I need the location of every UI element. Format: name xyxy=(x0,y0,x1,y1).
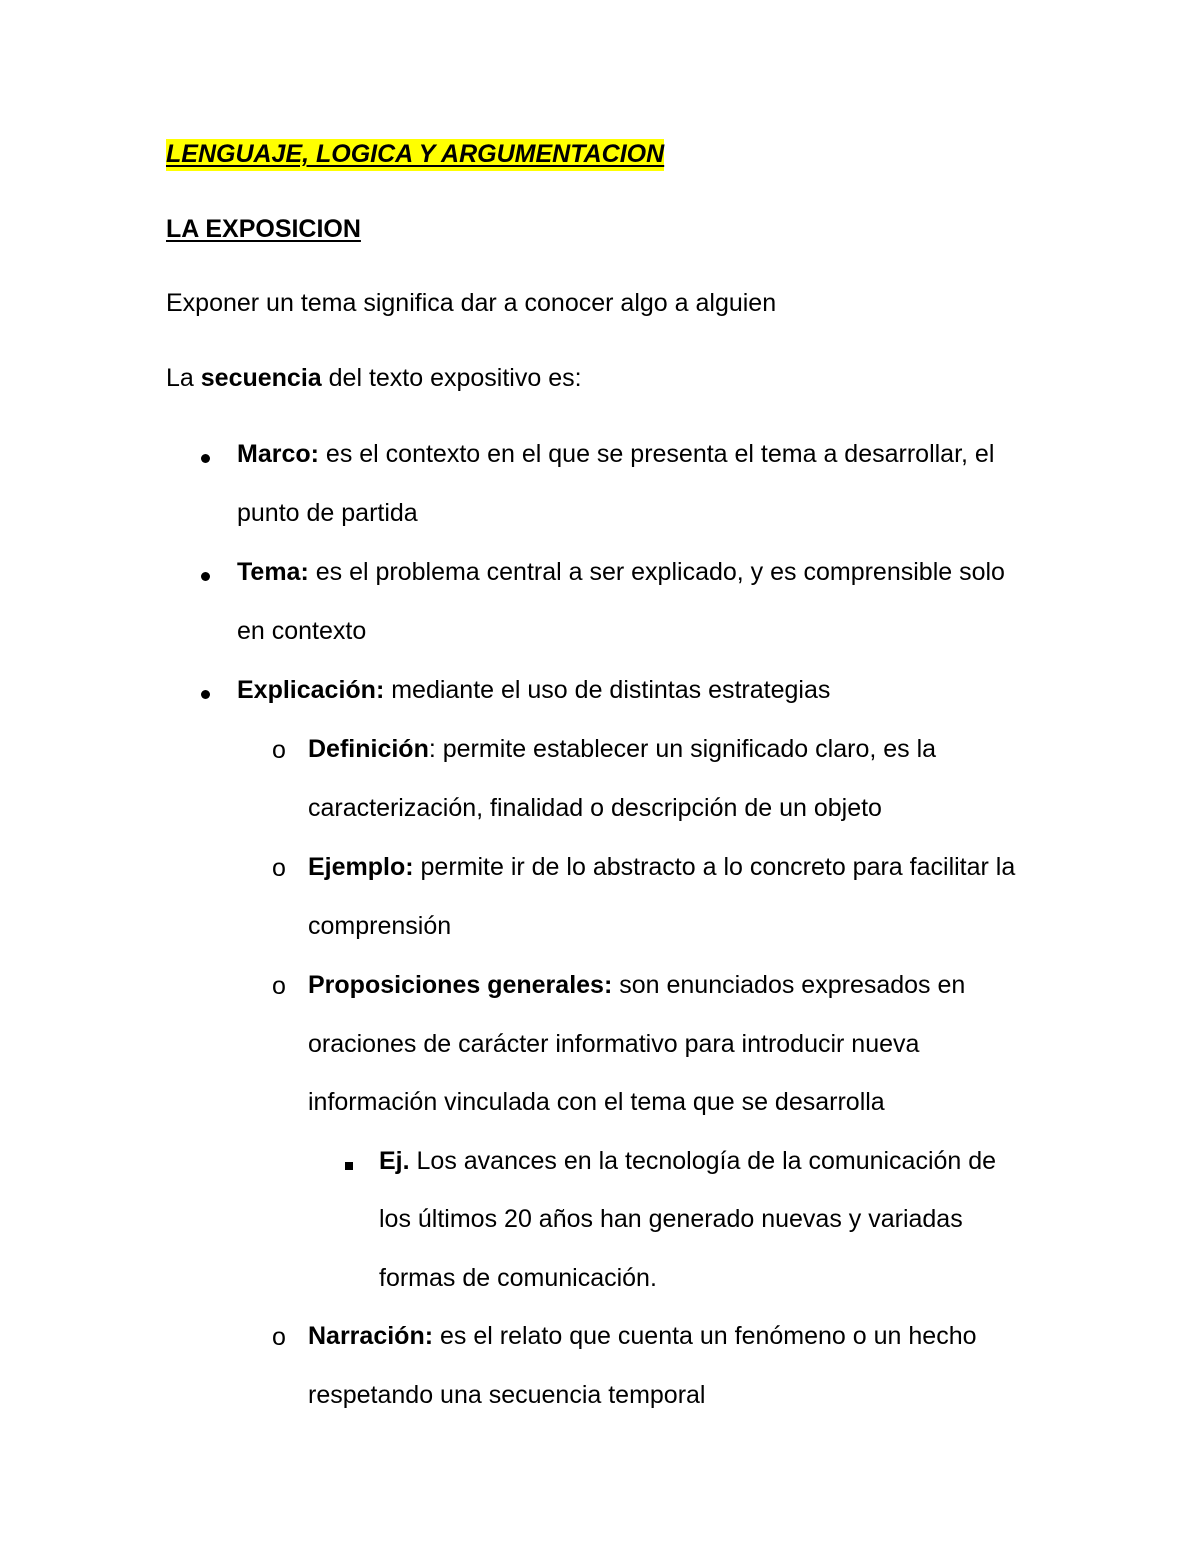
title-highlight: LENGUAJE, LOGICA Y ARGUMENTACION xyxy=(166,139,664,171)
sub-item-text: permite ir de lo abstracto a lo concreto para facilitar la xyxy=(413,853,1016,881)
sequence-pre: La xyxy=(166,364,201,392)
list-item-text: mediante el uso de distintas estrategias xyxy=(384,676,831,704)
sub-item-definicion-line1 xyxy=(308,734,936,764)
list-item-marco-line2: punto de partida xyxy=(237,499,418,527)
list-item-text: es el problema central a ser explicado, y es comprensible solo xyxy=(308,558,1005,586)
example-line3: formas de comunicación. xyxy=(379,1264,657,1292)
list-item-term: Tema: xyxy=(237,558,309,586)
sub-item-narracion-line1 xyxy=(308,1321,977,1351)
sub-item-narracion-line2: respetando una secuencia temporal xyxy=(308,1381,706,1409)
sub-item-proposiciones-line2: oraciones de carácter informativo para introducir nueva xyxy=(308,1030,920,1058)
list-item-term: Marco: xyxy=(237,440,319,468)
list-item-tema-line1 xyxy=(237,557,1005,587)
example-line1 xyxy=(379,1146,996,1176)
bullet-square-icon xyxy=(345,1147,353,1177)
example-term: Ej. xyxy=(379,1147,410,1175)
example-text: Los avances en la tecnología de la comunicación de xyxy=(409,1147,997,1175)
list-item-text: es el contexto en el que se presenta el tema a desarrollar, el xyxy=(318,440,995,468)
section-heading: LA EXPOSICION xyxy=(166,215,361,243)
sub-item-text: : permite establecer un significado claro, es la xyxy=(428,735,937,763)
sub-item-term: Narración: xyxy=(308,1322,434,1350)
sub-bullet-circle-icon: o xyxy=(272,972,286,1000)
sequence-post: del texto expositivo es: xyxy=(321,364,582,392)
bullet-dot-icon xyxy=(201,558,210,588)
sub-item-definicion-line2: caracterización, finalidad o descripción de un objeto xyxy=(308,794,882,822)
sub-bullet-circle-icon: o xyxy=(272,854,286,882)
sequence-term: secuencia xyxy=(200,364,322,392)
list-item-tema-line2: en contexto xyxy=(237,617,367,645)
list-item-explicacion-line1 xyxy=(237,675,830,705)
example-line2: los últimos 20 años han generado nuevas y variadas xyxy=(379,1205,963,1233)
sub-item-term: Proposiciones generales: xyxy=(308,971,613,999)
list-item-term: Explicación: xyxy=(237,676,385,704)
sub-item-proposiciones-line1 xyxy=(308,970,965,1000)
sub-item-proposiciones-line3: información vinculada con el tema que se desarrolla xyxy=(308,1088,885,1116)
sub-item-term: Ejemplo: xyxy=(308,853,414,881)
intro-paragraph: Exponer un tema significa dar a conocer algo a alguien xyxy=(166,289,777,317)
sub-bullet-circle-icon: o xyxy=(272,1323,286,1351)
sub-bullet-circle-icon: o xyxy=(272,736,286,764)
document-title xyxy=(166,139,664,169)
sub-item-ejemplo-line1 xyxy=(308,852,1015,882)
sub-item-text: es el relato que cuenta un fenómeno o un hecho xyxy=(433,1322,977,1350)
list-item-marco-line1 xyxy=(237,439,994,469)
bullet-dot-icon xyxy=(201,676,210,706)
bullet-dot-icon xyxy=(201,440,210,470)
sub-item-text: son enunciados expresados en xyxy=(612,971,966,999)
sub-item-term: Definición xyxy=(308,735,429,763)
sub-item-ejemplo-line2: comprensión xyxy=(308,912,452,940)
sequence-paragraph xyxy=(166,363,582,393)
